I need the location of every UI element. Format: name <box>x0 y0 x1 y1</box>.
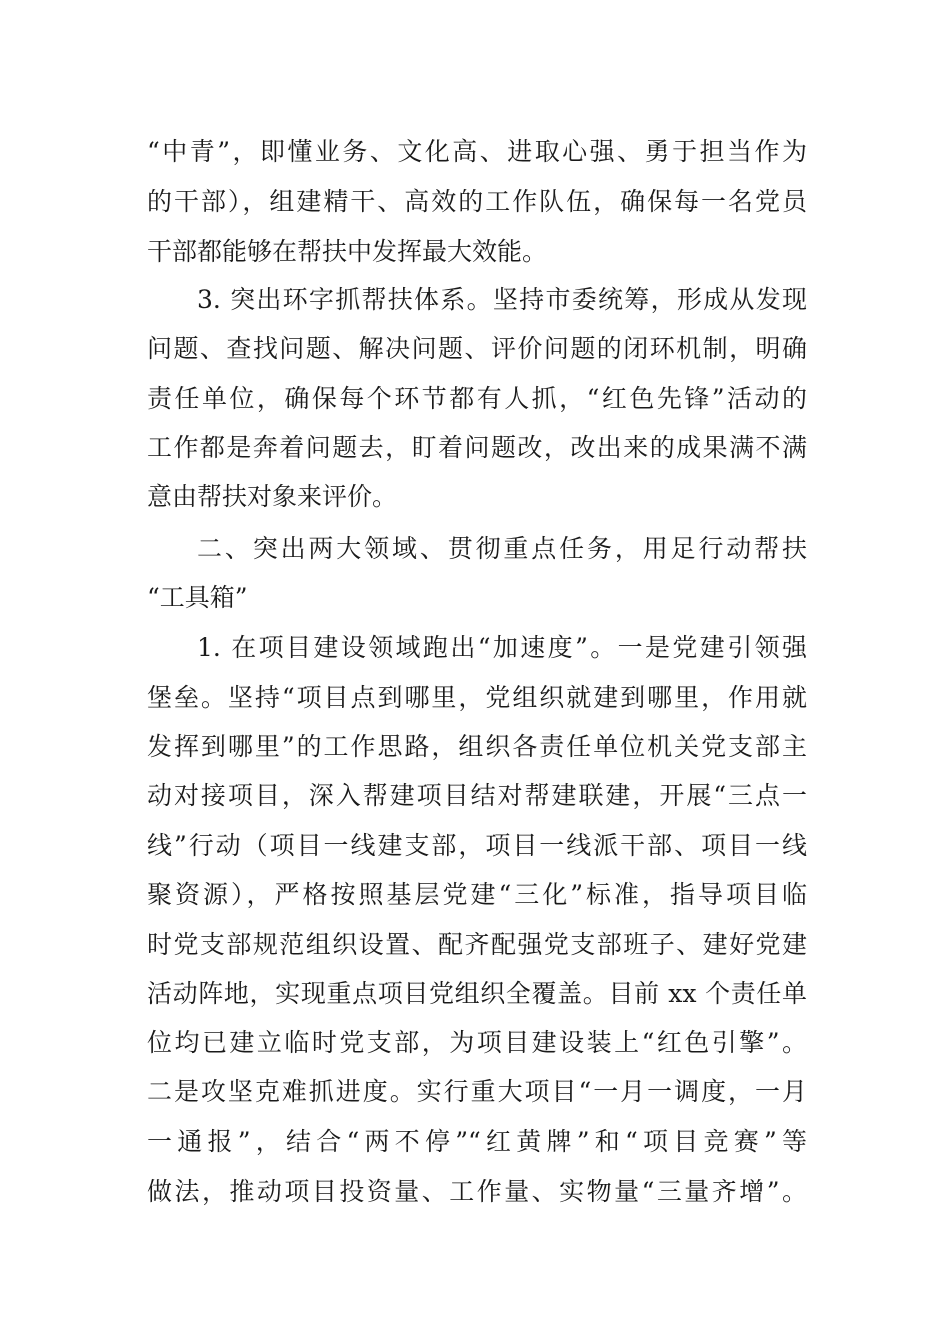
text-line-6: 责任单位，确保每个环节都有人抓，“红色先锋”活动的 <box>147 384 807 413</box>
text-line-12: 堡垒。坚持“项目点到哪里，党组织就建到哪里，作用就 <box>147 683 807 712</box>
text-line-5: 问题、查找问题、解决问题、评价问题的闭环机制，明确 <box>147 334 807 363</box>
section-heading-line-2: “工具箱” <box>147 583 248 612</box>
text-line-7: 工作都是奔着问题去，盯着问题改，改出来的成果满不满 <box>147 433 807 462</box>
text-line-21: 一通报”，结合“两不停”“红黄牌”和“项目竞赛”等 <box>147 1127 807 1156</box>
text-line-1: “中青”，即懂业务、文化高、进取心强、勇于担当作为 <box>147 137 807 166</box>
text-line-15: 线”行动（项目一线建支部，项目一线派干部、项目一线 <box>147 831 807 860</box>
text-line-19: 位均已建立临时党支部，为项目建设装上“红色引擎”。 <box>147 1028 807 1057</box>
text-line-11: 1. 在项目建设领域跑出“加速度”。一是党建引领强 <box>197 633 807 662</box>
text-line-13: 发挥到哪里”的工作思路，组织各责任单位机关党支部主 <box>147 732 807 761</box>
text-line-8: 意由帮扶对象来评价。 <box>147 482 398 511</box>
text-line-3: 干部都能够在帮扶中发挥最大效能。 <box>147 237 548 266</box>
text-line-14: 动对接项目，深入帮建项目结对帮建联建，开展“三点一 <box>147 781 807 810</box>
text-line-22: 做法，推动项目投资量、工作量、实物量“三量齐增”。 <box>147 1177 807 1206</box>
text-line-17: 时党支部规范组织设置、配齐配强党支部班子、建好党建 <box>147 930 807 959</box>
section-heading-line-1: 二、突出两大领域、贯彻重点任务，用足行动帮扶 <box>197 534 807 563</box>
text-line-18: 活动阵地，实现重点项目党组织全覆盖。目前 xx 个责任单 <box>147 979 807 1008</box>
text-line-20: 二是攻坚克难抓进度。实行重大项目“一月一调度，一月 <box>147 1077 807 1106</box>
text-line-2: 的干部），组建精干、高效的工作队伍，确保每一名党员 <box>147 187 807 216</box>
text-line-4: 3. 突出环字抓帮扶体系。坚持市委统筹，形成从发现 <box>197 285 807 314</box>
text-line-16: 聚资源），严格按照基层党建“三化”标准，指导项目临 <box>147 880 807 909</box>
